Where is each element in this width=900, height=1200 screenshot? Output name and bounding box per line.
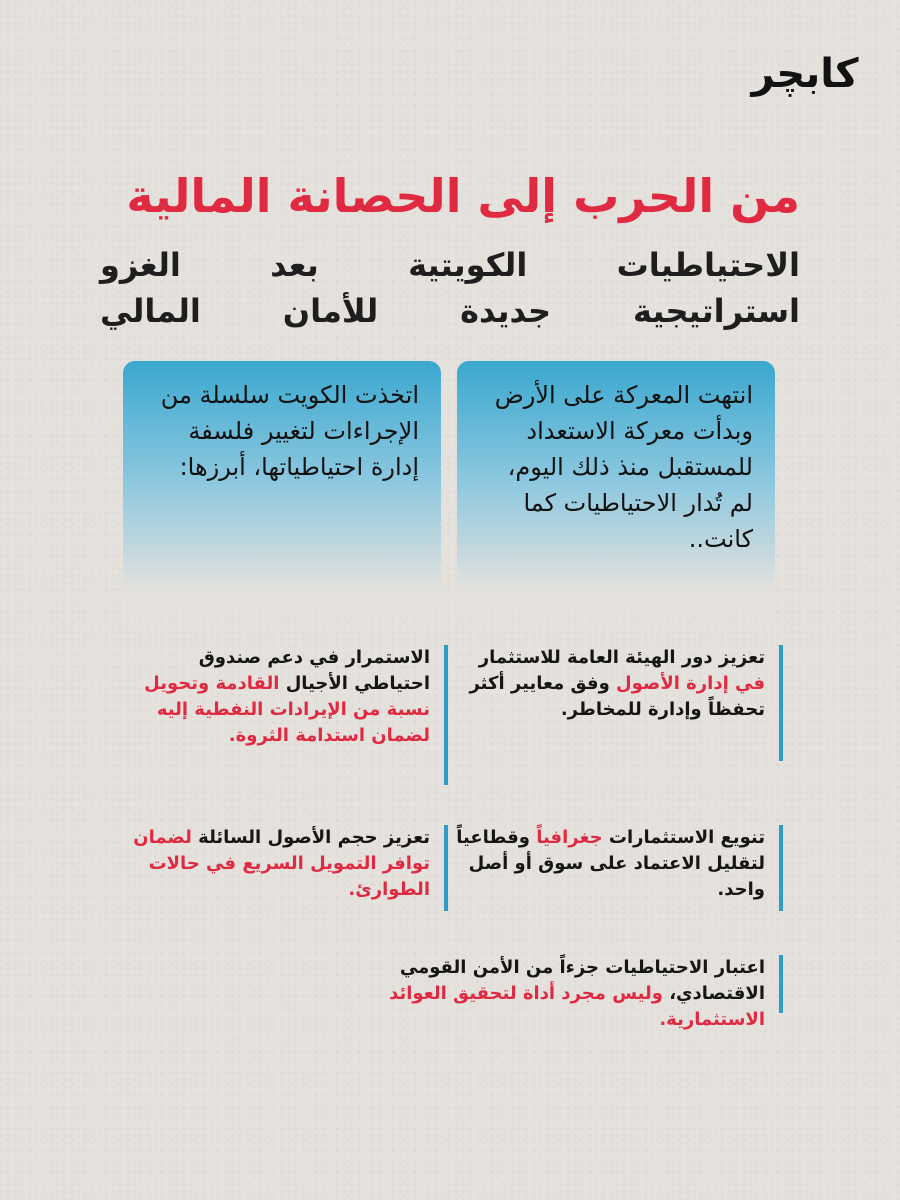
measure-item-1-text: تعزيز دور الهيئة العامة للاستثمار: [478, 647, 765, 668]
measure-item-1: [455, 645, 783, 761]
intro-card-right: [457, 361, 775, 633]
page-subtitle: [100, 242, 800, 334]
measure-item-4-highlight: لضمان توافر التمويل السريع في حالات الطوارئ.: [133, 827, 430, 900]
subtitle-line-2: استراتيجية جديدة للأمان المالي: [100, 292, 800, 330]
subtitle-line-1: الاحتياطيات الكويتية بعد الغزو: [100, 246, 800, 284]
measure-item-5-highlight: وليس: [612, 983, 663, 1004]
measure-item-4: [120, 825, 448, 911]
intro-card-left-text: اتخذت الكويت سلسلة من الإجراءات لتغيير فلسفة إدارة احتياطياتها، أبرزها:: [160, 381, 419, 481]
intro-card-right-text: انتهت المعركة على الأرض وبدأت معركة الاستعداد للمستقبل منذ ذلك اليوم، لم تُدار الاحتياطيات كما كانت..: [494, 381, 753, 553]
measure-item-2-highlight: القادمة وتحويل نسبة من الإيرادات النفطية إليه لضمان استدامة الثروة.: [144, 673, 430, 746]
measure-item-5-rest: مجرد أداة لتحقيق العوائد الاستثمارية.: [389, 983, 765, 1030]
measure-item-5: [380, 955, 783, 1030]
measure-item-3-text: تنويع الاستثمارات: [602, 827, 765, 848]
measure-item-4-text: تعزيز حجم الأصول السائلة: [191, 827, 430, 848]
intro-card-left: [123, 361, 441, 633]
measure-item-3: [455, 825, 783, 911]
measure-item-2-text: الاستمرار في دعم صندوق احتياطي الأجيال: [198, 647, 430, 694]
measure-item-2: [120, 645, 448, 785]
measure-item-3-highlight: جغرافياً: [536, 827, 603, 848]
page-title: من الحرب إلى الحصانة المالية: [126, 169, 800, 223]
measure-item-3-rest: وقطاعياً لتقليل الاعتماد على سوق أو أصل واحد.: [456, 827, 765, 900]
measure-item-1-rest: وفق معايير أكثر تحفظاً وإدارة للمخاطر.: [469, 673, 765, 720]
brand-logo: كابچر: [751, 51, 859, 97]
measure-item-1-highlight: في إدارة الأصول: [616, 673, 765, 694]
measure-item-5-text: اعتبار الاحتياطيات جزءاً من الأمن القومي الاقتصادي،: [399, 957, 765, 1004]
